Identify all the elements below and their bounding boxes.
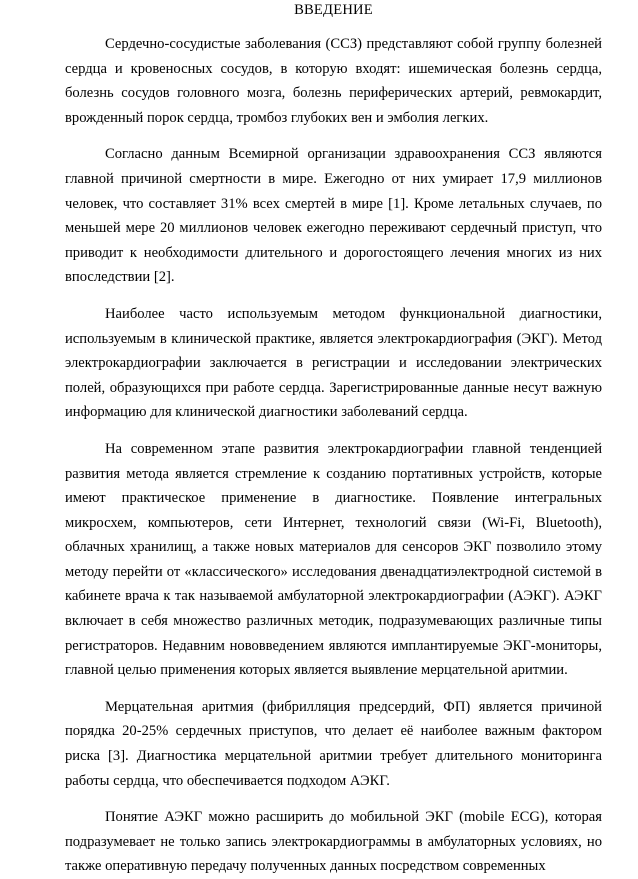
paragraph-who-statistics: Согласно данным Всемирной организации здравоохранения ССЗ являются главной причиной смертности в мире. Ежегодно от них умирает 17,9 миллионов человек, что составляет 31% всех смертей в мире [1]. Кроме летальных случаев, по меньшей мере 20 миллионов человек ежегодно переживают сердечный приступ, что приводит к необходимости длительного и дорогостоящего лечения многих из них впоследствии [2]. <box>65 146 602 286</box>
paragraph-mobile-ecg: Понятие АЭКГ можно расширить до мобильной ЭКГ (mobile ECG), которая подразумевает не только запись электрокардиограммы в амбулаторных условиях, но также оперативную передачу полученных данных посредством современных <box>65 809 602 875</box>
page-title: ВВЕДЕНИЕ <box>294 2 373 18</box>
paragraph-ecg-development: На современном этапе развития электрокардиографии главной тенденцией развития метода является стремление к созданию портативных устройств, которые имеют практическое применение в диагностике. Появление интегральных микросхем, компьютеров, сети Интернет, технологий связи (Wi-Fi, Bluetooth), облачных хранилищ, а также новых материалов для сенсоров ЭКГ позволило этому методу перейти от «классического» исследования двенадцатиэлектродной системой в кабинете врача к так называемой амбулаторной электрокардиографии (АЭКГ). АЭКГ включает в себя множество различных методик, подразумевающих различные типы регистраторов. Недавним нововведением являются имплантируемые ЭКГ-мониторы, главной целью применения которых является выявление мерцательной аритмии. <box>65 440 602 679</box>
paragraph-cvd-definition: Сердечно-сосудистые заболевания (ССЗ) представляют собой группу болезней сердца и кровеносных сосудов, в которую входят: ишемическая болезнь сердца, болезнь сосудов головного мозга, болезнь периферических артерий, ревмокардит, врожденный порок сердца, тромбоз глубоких вен и эмболия легких. <box>65 36 602 126</box>
paragraph-atrial-fibrillation: Мерцательная аритмия (фибрилляция предсердий, ФП) является причиной порядка 20-25% сердечных приступов, что делает её наиболее важным фактором риска [3]. Диагностика мерцательной аритмии требует длительного мониторинга работы сердца, что обеспечивается подходом АЭКГ. <box>65 698 602 789</box>
paragraph-ecg-method: Наиболее часто используемым методом функциональной диагностики, используемым в клинической практике, является электрокардиография (ЭКГ). Метод электрокардиографии заключается в регистрации и исследовании электрических полей, образующихся при работе сердца. Зарегистрированные данные несут важную информацию для клинической диагностики заболеваний сердца. <box>65 305 602 421</box>
